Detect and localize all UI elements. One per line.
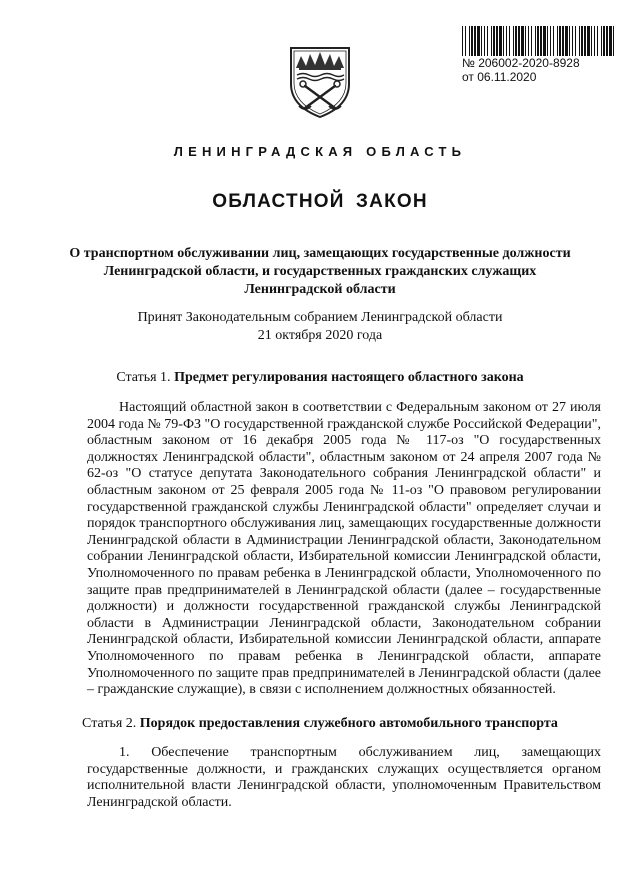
leningrad-oblast-coat-of-arms-icon [287, 44, 353, 120]
region-heading: ЛЕНИНГРАДСКАЯ ОБЛАСТЬ [173, 144, 467, 159]
article-number: Статья 2. [82, 716, 137, 731]
adoption-date: 21 октября 2020 года [257, 328, 383, 343]
article-title: Предмет регулирования настоящего областного закона [174, 370, 524, 385]
article-number: Статья 1. [116, 370, 171, 385]
adoption-line: Принят Законодательным собранием Ленинградской области [137, 310, 503, 325]
registration-date: от 06.11.2020 [462, 70, 537, 84]
article-2-text: 1. Обеспечение транспортным обслуживанием лиц, замещающих государственные должности, и гражданских служащих осуществляется органом исполнительной власти Ленинградской области, уполномоченным Правительством Ленинградской области. [87, 745, 601, 810]
document-type-heading: ОБЛАСТНОЙ ЗАКОН [212, 191, 428, 212]
article-1-heading [60, 369, 580, 387]
registration-number: № 206002-2020-8928 [462, 56, 580, 70]
article-1-text: Настоящий областной закон в соответствии с Федеральным законом от 27 июля 2004 года № 79-ФЗ "О государственной гражданской службе Российской Федерации", областным законом от 16 декабря 2005 года № 117-оз "О государственных должностях Ленинградской области", областным законом от 24 апреля 2007 года № 62-оз "О статусе депутата Законодательного собрания Ленинградской области" и областным законом от 25 февраля 2005 года № 11-оз "О правовом регулировании государственной гражданской службы Ленинградской области" определяет случаи и порядок транспортного обслуживания лиц, замещающих государственные должности Ленинградской области в Администрации Ленинградской области, Законодательном собрании Ленинградской области, Избирательной комиссии Ленинградской области, Уполномоченного по правам ребенка в Ленинградской области, Уполномоченного по защите прав предпринимателей в Ленинградской области (далее – государственные должности) и должности государственной гражданской службы Ленинградской области в Администрации Ленинградской области, Законодательном собрании Ленинградской области, Избирательной комиссии Ленинградской области, аппарате Уполномоченного по правам ребенка в Ленинградской области, аппарате Уполномоченного по защите прав предпринимателей в Ленинградской области (далее – гражданские служащие), в связи с исполнением должностных обязанностей. [87, 400, 601, 698]
adoption-note [60, 309, 580, 345]
article-title: Порядок предоставления служебного автомобильного транспорта [139, 716, 558, 731]
law-title: О транспортном обслуживании лиц, замещающих государственные должности Ленинградской области, и государственных гражданских служащих Ленинградской области [69, 246, 571, 297]
article-2-heading [60, 715, 580, 733]
registration-block [462, 26, 620, 84]
barcode-icon [462, 26, 618, 56]
